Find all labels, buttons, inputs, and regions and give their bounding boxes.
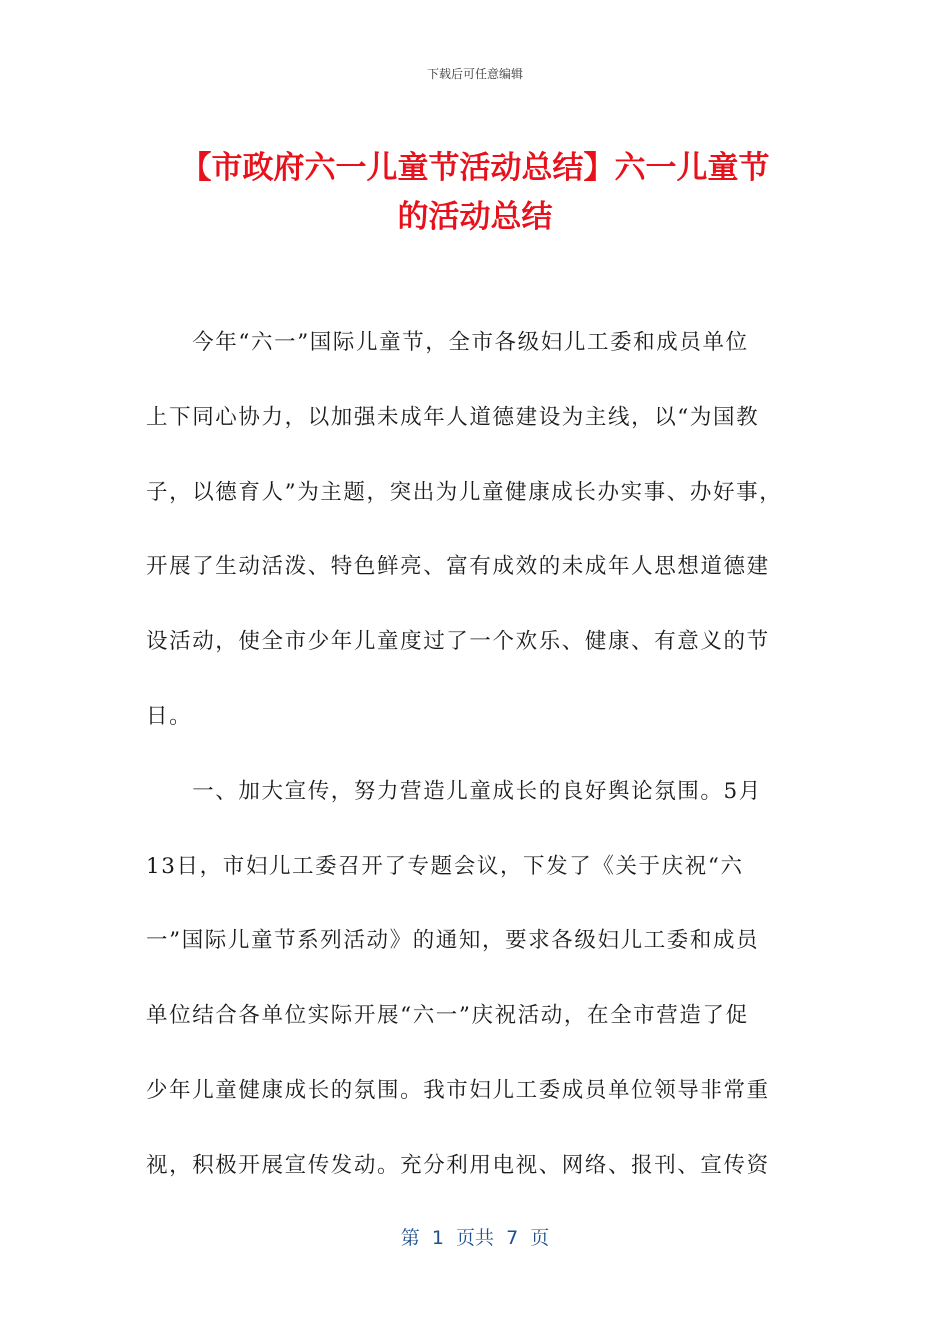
body-line: 上下同心协力，以加强未成年人道德建设为主线，以“为国教: [146, 404, 760, 430]
document-body: [146, 321, 796, 1219]
page-number-footer: 第 1 页共 7 页: [400, 1227, 550, 1249]
body-line: 今年“六一”国际儿童节，全市各级妇儿工委和成员单位: [146, 330, 749, 355]
body-line: 少年儿童健康成长的氛围。我市妇儿工委成员单位领导非常重: [146, 1077, 770, 1103]
body-line: 一、加大宣传，努力营造儿童成长的良好舆论氛围。5月: [146, 778, 762, 804]
body-line: 子，以德育人”为主题，突出为儿童健康成长办实事、办好事，: [146, 479, 783, 505]
body-line: 设活动，使全市少年儿童度过了一个欢乐、健康、有意义的节: [146, 629, 770, 655]
body-line: 一”国际儿童节系列活动》的通知，要求各级妇儿工委和成员: [146, 928, 760, 954]
title-line-1: 【市政府六一儿童节活动总结】六一儿童节: [180, 150, 770, 186]
body-line: 13日，市妇儿工委召开了专题会议，下发了《关于庆祝“六: [146, 853, 744, 879]
body-line: 开展了生动活泼、特色鲜亮、富有成效的未成年人思想道德建: [146, 554, 770, 580]
body-line: 视，积极开展宣传发动。充分利用电视、网络、报刊、宣传资: [146, 1152, 770, 1178]
body-line: 单位结合各单位实际开展“六一”庆祝活动，在全市营造了促: [146, 1003, 749, 1029]
header-note: 下载后可任意编辑: [426, 67, 523, 81]
body-line: 日。: [146, 703, 193, 729]
document-title: [120, 144, 830, 242]
title-line-2: 的活动总结: [397, 199, 553, 235]
